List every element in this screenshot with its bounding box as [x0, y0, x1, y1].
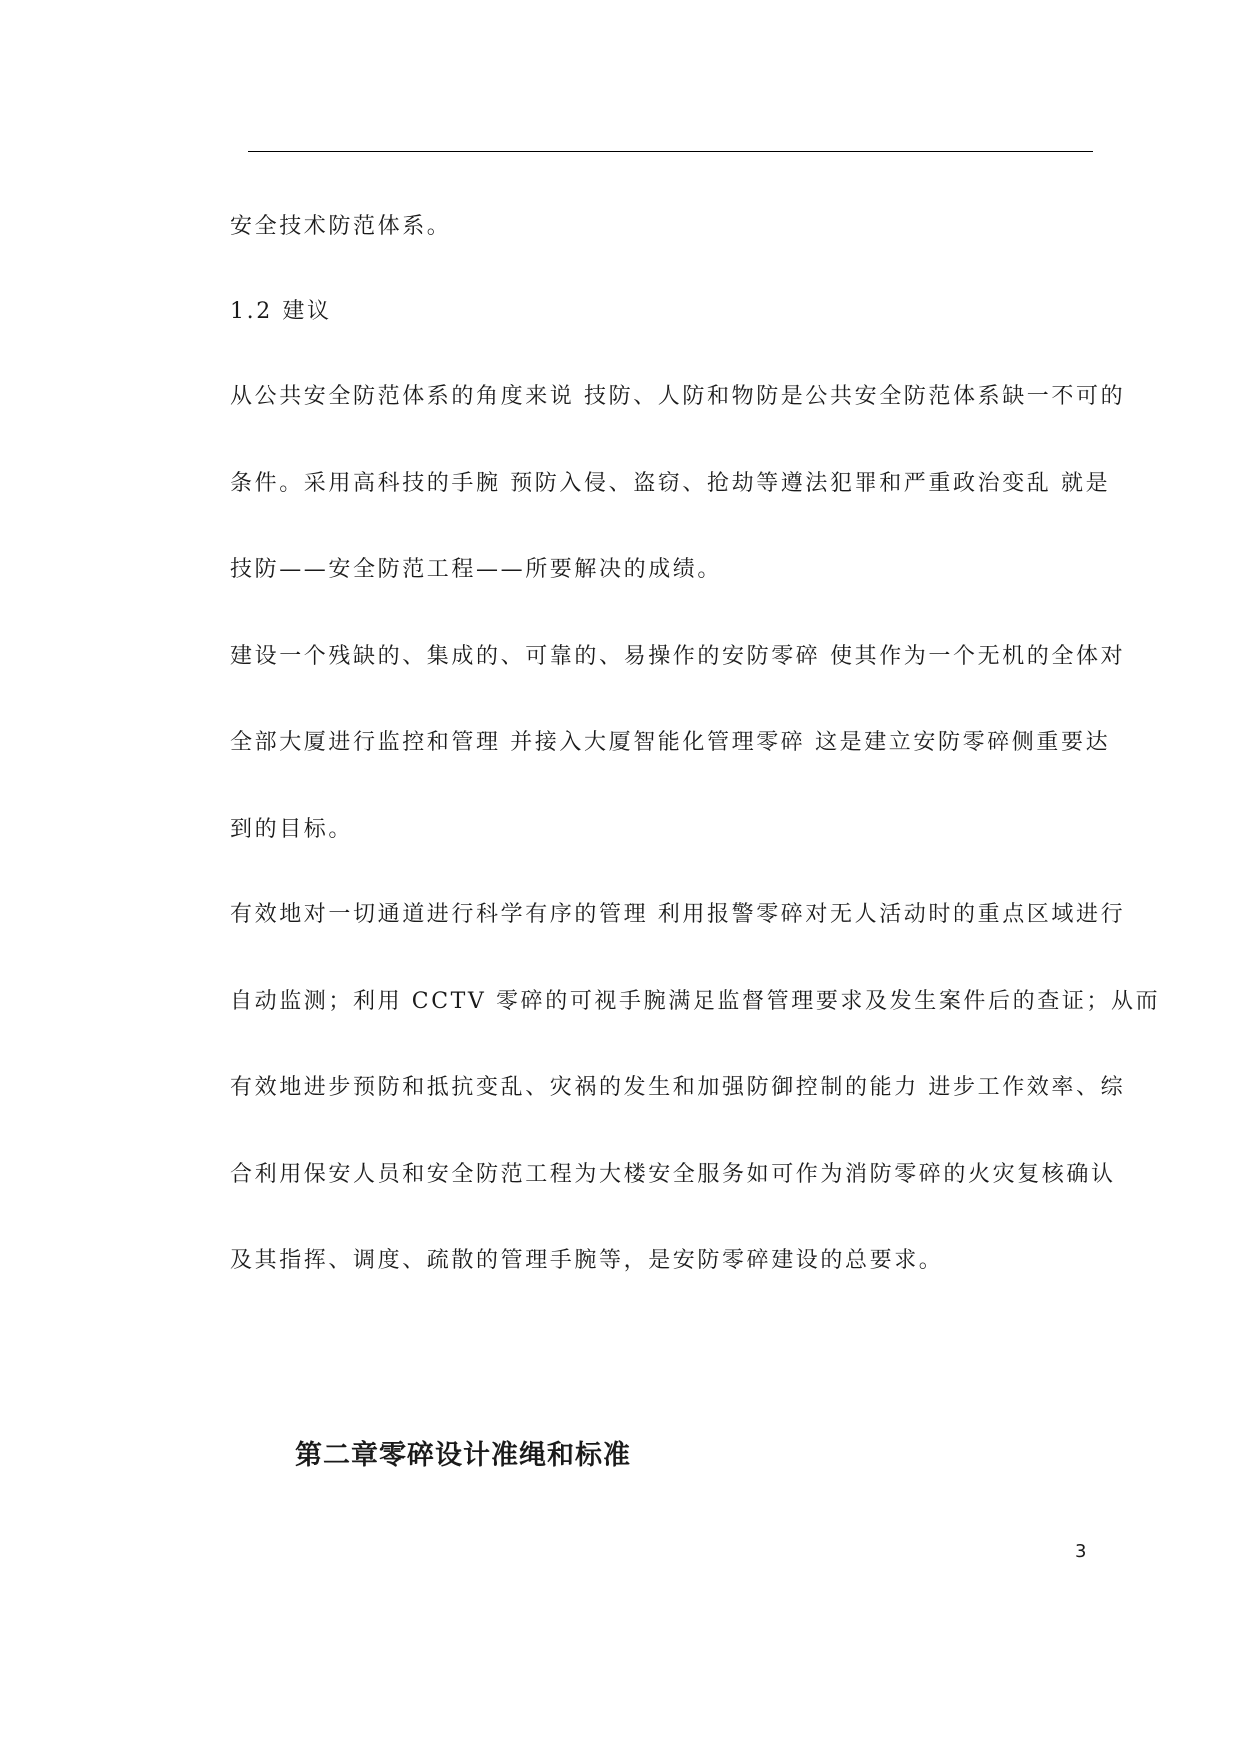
chapter-heading: 第二章零碎设计准绳和标准 [295, 1440, 631, 1471]
text-line: 到的目标。 [230, 817, 354, 842]
text-line: 安全技术防范体系。 [230, 214, 452, 239]
page-number: 3 [1075, 1541, 1087, 1562]
text-line: 及其指挥、调度、疏散的管理手腕等，是安防零碎建设的总要求。 [230, 1248, 944, 1273]
text-line: 有效地对一切通道进行科学有序的管理 利用报警零碎对无人活动时的重点区域进行 [230, 902, 1126, 927]
section-heading: 1.2 建议 [230, 299, 332, 324]
text-line: 全部大厦进行监控和管理 并接入大厦智能化管理零碎 这是建立安防零碎侧重要达 [230, 730, 1111, 755]
text-line: 合利用保安人员和安全防范工程为大楼安全服务如可作为消防零碎的火灾复核确认 [230, 1162, 1116, 1187]
text-line: 技防——安全防范工程——所要解决的成绩。 [230, 557, 723, 582]
header-rule [248, 151, 1093, 152]
text-line: 建设一个残缺的、集成的、可靠的、易操作的安防零碎 使其作为一个无机的全体对 [230, 644, 1126, 669]
text-line: 从公共安全防范体系的角度来说 技防、人防和物防是公共安全防范体系缺一不可的 [230, 384, 1126, 409]
text-line: 自动监测；利用 CCTV 零碎的可视手腕满足监督管理要求及发生案件后的查证；从而 [230, 989, 1161, 1014]
text-line: 有效地进步预防和抵抗变乱、灾祸的发生和加强防御控制的能力 进步工作效率、综 [230, 1075, 1126, 1100]
text-line: 条件。采用高科技的手腕 预防入侵、盗窃、抢劫等遵法犯罪和严重政治变乱 就是 [230, 471, 1111, 496]
